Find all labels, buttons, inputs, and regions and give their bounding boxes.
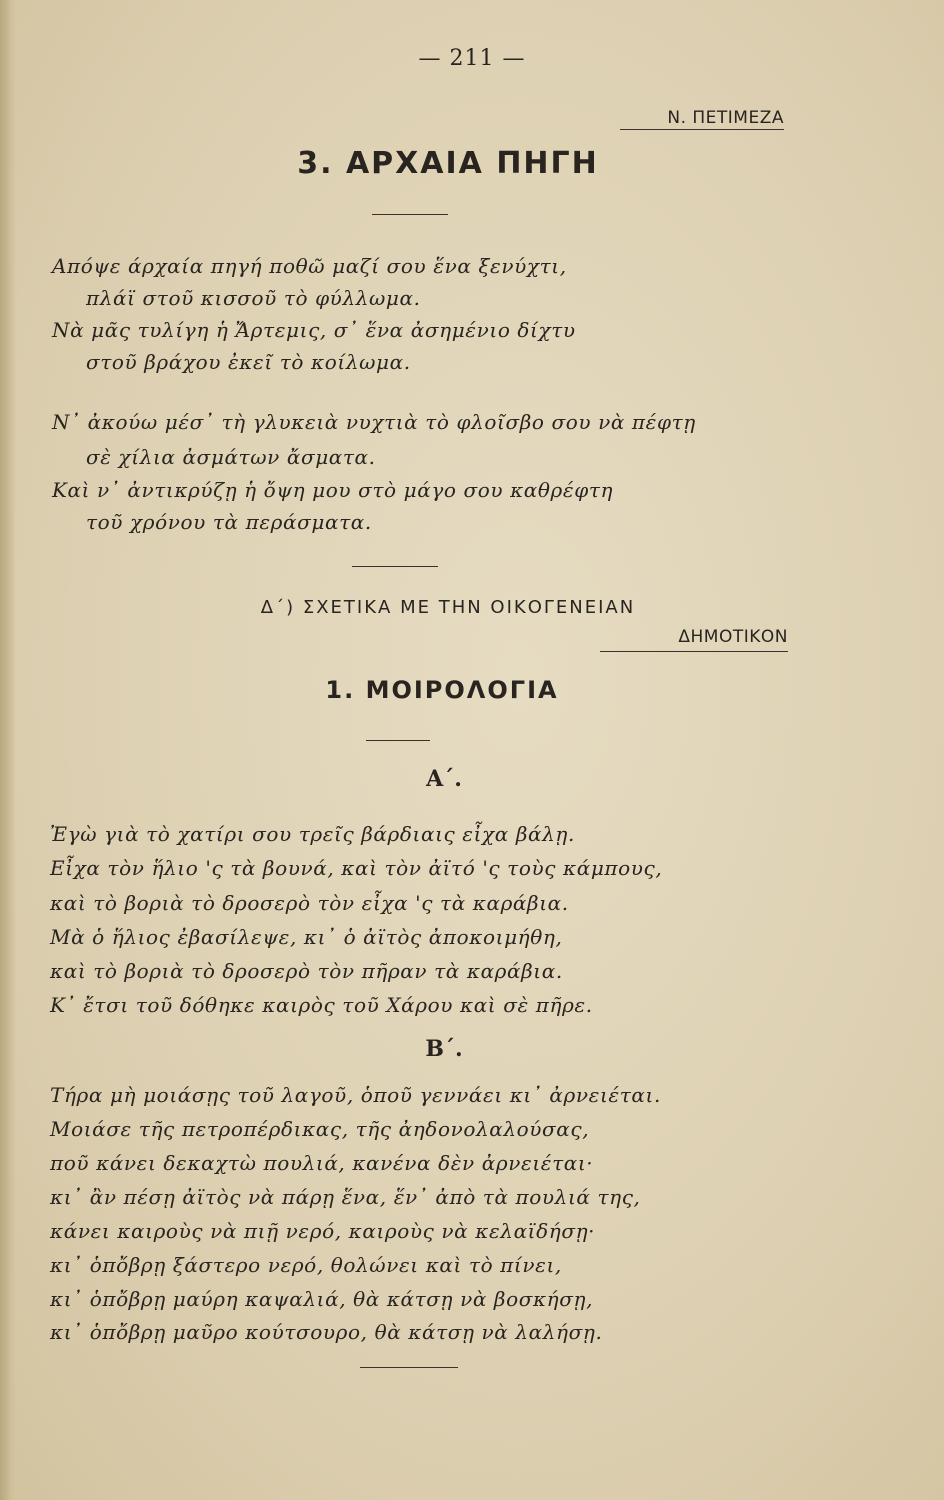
verse-line: κι᾽ ἂν πέσῃ ἀϊτὸς νὰ πάρῃ ἕνα, ἕν᾽ ἀπὸ τὰ πουλιά της, bbox=[50, 1185, 641, 1209]
verse-line: σὲ χίλια ἀσμάτων ἄσματα. bbox=[86, 445, 376, 469]
verse-line: Ν᾽ ἀκούω μέσ᾽ τὴ γλυκειὰ νυχτιὰ τὸ φλοῖσβο σου νὰ πέφτῃ bbox=[52, 410, 696, 434]
verse-line: στοῦ βράχου ἐκεῖ τὸ κοίλωμα. bbox=[86, 350, 411, 374]
section-divider bbox=[352, 566, 438, 567]
section-heading: Δ΄) ΣΧΕΤΙΚΑ ΜΕ ΤΗΝ ΟΙΚΟΓΕΝΕΙΑΝ bbox=[260, 597, 636, 618]
verse-line: Απόψε άρχαία πηγή ποθῶ μαζί σου ἕνα ξενύχτι, bbox=[52, 254, 567, 278]
title-divider bbox=[366, 740, 430, 741]
verse-line: καὶ τὸ βοριὰ τὸ δροσερὸ τὸν πῆραν τὰ καράβια. bbox=[50, 959, 563, 983]
part-label-a: Α΄. bbox=[426, 766, 462, 792]
verse-line: Ἐγὼ γιὰ τὸ χατίρι σου τρεῖς βάρδιαις εἶχα βάλῃ. bbox=[50, 822, 575, 846]
verse-line: κι᾽ ὁπὄβρῃ μαῦρο κούτσουρο, θὰ κάτσῃ νὰ λαλήσῃ. bbox=[50, 1320, 603, 1344]
verse-line: πλάϊ στοῦ κισσοῦ τὸ φύλλωμα. bbox=[86, 286, 421, 310]
verse-line: Τήρα μὴ μοιάσῃς τοῦ λαγοῦ, ὁποῦ γεννάει κι᾽ ἀρνειέται. bbox=[50, 1083, 661, 1107]
author-underline bbox=[600, 651, 788, 652]
poem-title-moirologia: 1. ΜΟΙΡΟΛΟΓΙΑ bbox=[325, 676, 559, 704]
poem-title-archaia-pigi: 3. ΑΡΧΑΙΑ ΠΗΓΗ bbox=[297, 146, 599, 181]
verse-line: Μὰ ὁ ἥλιος ἐβασίλεψε, κι᾽ ὁ ἀϊτὸς ἀποκοιμήθη, bbox=[50, 925, 563, 949]
verse-line: Εἶχα τὸν ἥλιο 'ς τὰ βουνά, καὶ τὸν ἀϊτό 'ς τοὺς κάμπους, bbox=[50, 856, 663, 880]
verse-line: κάνει καιροὺς νὰ πιῇ νερό, καιροὺς νὰ κελαϊδήσῃ· bbox=[50, 1219, 596, 1243]
verse-line: Μοιάσε τῆς πετροπέρδικας, τῆς ἀηδονολαλούσας, bbox=[50, 1117, 590, 1141]
page-number: — 211 — bbox=[418, 46, 526, 71]
page-edge bbox=[0, 0, 16, 1500]
verse-line: καὶ τὸ βοριὰ τὸ δροσερὸ τὸν εἶχα 'ς τὰ καράβια. bbox=[50, 891, 569, 915]
author-name-petimeza: Ν. ΠΕΤΙΜΕΖΑ bbox=[667, 108, 784, 128]
verse-line: Νὰ μᾶς τυλίγη ἡ Ἄρτεμις, σ᾽ ἕνα ἀσημένιο δίχτυ bbox=[52, 318, 576, 342]
verse-line: Κ᾽ ἔτσι τοῦ δόθηκε καιρὸς τοῦ Χάρου καὶ σὲ πῆρε. bbox=[50, 993, 593, 1017]
verse-line: κι᾽ ὁπὄβρῃ ξάστερο νερό, θολώνει καὶ τὸ πίνει, bbox=[50, 1253, 562, 1277]
author-underline bbox=[620, 129, 784, 130]
part-label-b: Β΄. bbox=[425, 1036, 463, 1062]
verse-line: ποῦ κάνει δεκαχτὼ πουλιά, κανένα δὲν ἀρνειέται· bbox=[50, 1151, 594, 1175]
author-name-dimotikon: ΔΗΜΟΤΙΚΟΝ bbox=[678, 627, 788, 647]
verse-line: τοῦ χρόνου τὰ περάσματα. bbox=[86, 510, 372, 534]
verse-line: κι᾽ ὁπὄβρῃ μαύρη καψαλιά, θὰ κάτσῃ νὰ βοσκήσῃ, bbox=[50, 1287, 594, 1311]
end-divider bbox=[360, 1367, 458, 1368]
verse-line: Καὶ ν᾽ ἀντικρύζῃ ἡ ὄψη μου στὸ μάγο σου καθρέφτη bbox=[52, 478, 614, 502]
title-divider bbox=[372, 214, 448, 215]
